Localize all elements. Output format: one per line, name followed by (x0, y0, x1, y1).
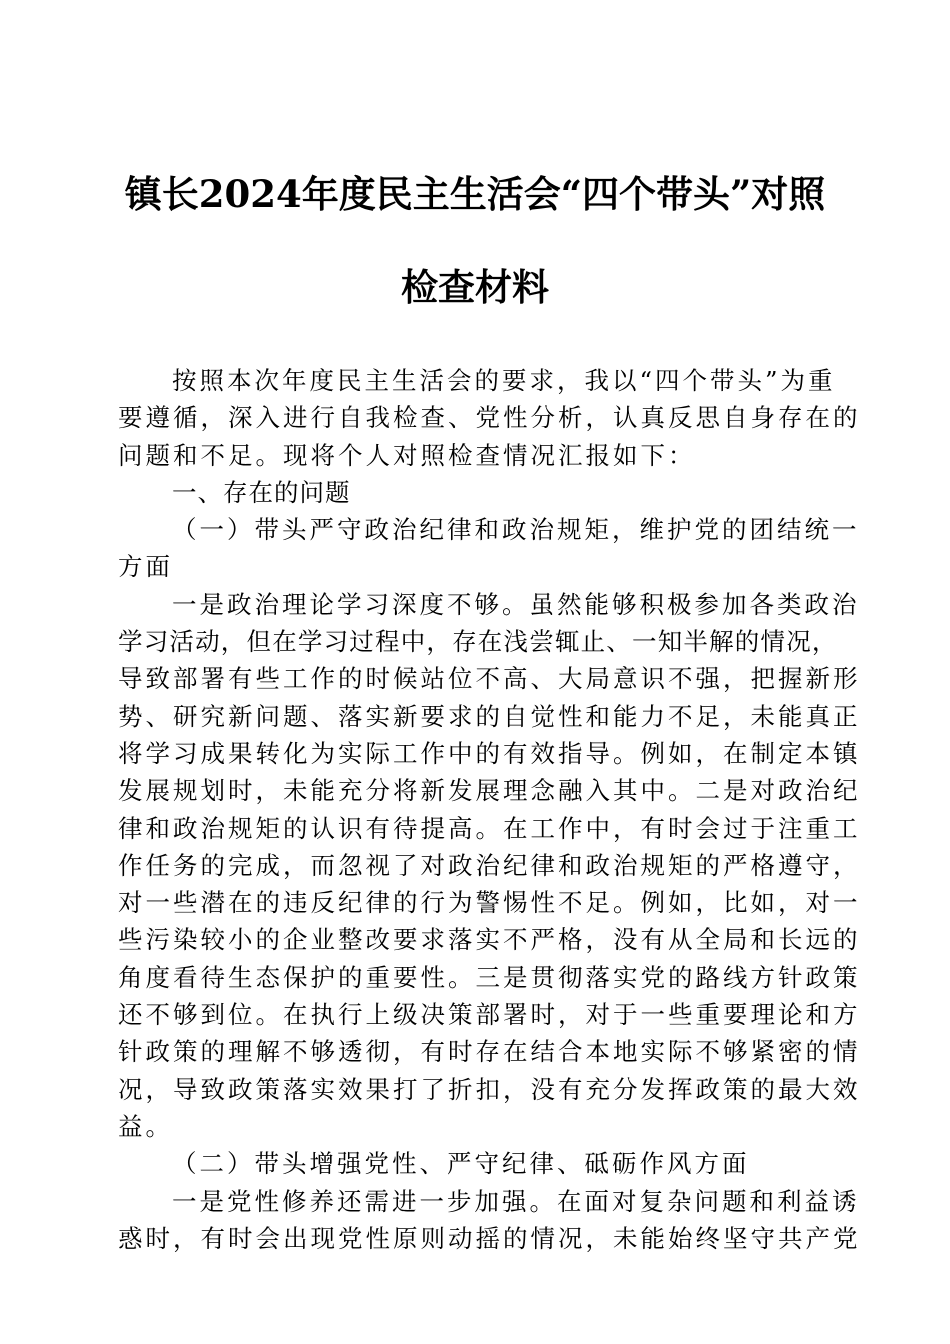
body-line: 益。 (118, 1111, 173, 1141)
body-line: 学习活动，但在学习过程中，存在浅尝辄止、一知半解的情况， (118, 627, 838, 657)
subsection-heading: （二）带头增强党性、严守纪律、砥砺作风方面 (172, 1149, 750, 1179)
body-line: 律和政治规矩的认识有待提高。在工作中，有时会过于注重工 (118, 813, 861, 843)
body-line: 导致部署有些工作的时候站位不高、大局意识不强，把握新形 (118, 664, 861, 694)
body-line: 将学习成果转化为实际工作中的有效指导。例如，在制定本镇 (118, 738, 861, 768)
body-line: 要遵循，深入进行自我检查、党性分析，认真反思自身存在的 (118, 403, 861, 433)
subsection-heading: （一）带头严守政治纪律和政治规矩，维护党的团结统一 (172, 515, 860, 545)
body-line: 一是党性修养还需进一步加强。在面对复杂问题和利益诱 (172, 1186, 860, 1216)
body-line: 惑时，有时会出现党性原则动摇的情况，未能始终坚守共产党 (118, 1223, 861, 1253)
body-line: 按照本次年度民主生活会的要求，我以“四个带头”为重 (172, 366, 836, 395)
body-line: 作任务的完成，而忽视了对政治纪律和政治规矩的严格遵守， (118, 850, 861, 880)
body-line: 还不够到位。在执行上级决策部署时，对于一些重要理论和方 (118, 1000, 861, 1030)
body-line: 发展规划时，未能充分将新发展理念融入其中。二是对政治纪 (118, 776, 861, 806)
body-line: 问题和不足。现将个人对照检查情况汇报如下： (118, 440, 696, 470)
body-line: 针政策的理解不够透彻，有时存在结合本地实际不够紧密的情 (118, 1037, 861, 1067)
document-title-line-1: 镇长2024年度民主生活会“四个带头”对照 (124, 172, 826, 216)
body-line: 一是政治理论学习深度不够。虽然能够积极参加各类政治 (172, 589, 860, 619)
body-line: 势、研究新问题、落实新要求的自觉性和能力不足，未能真正 (118, 701, 861, 731)
body-line: 方面 (118, 552, 173, 582)
body-line: 角度看待生态保护的重要性。三是贯彻落实党的路线方针政策 (118, 962, 861, 992)
body-line: 对一些潜在的违反纪律的行为警惕性不足。例如，比如，对一 (118, 888, 861, 918)
body-line: 况，导致政策落实效果打了折扣，没有充分发挥政策的最大效 (118, 1074, 861, 1104)
section-heading: 一、存在的问题 (172, 477, 351, 507)
document-body (118, 362, 861, 1257)
document-title-line-2: 检查材料 (401, 265, 549, 309)
body-line: 些污染较小的企业整改要求落实不严格，没有从全局和长远的 (118, 925, 861, 955)
